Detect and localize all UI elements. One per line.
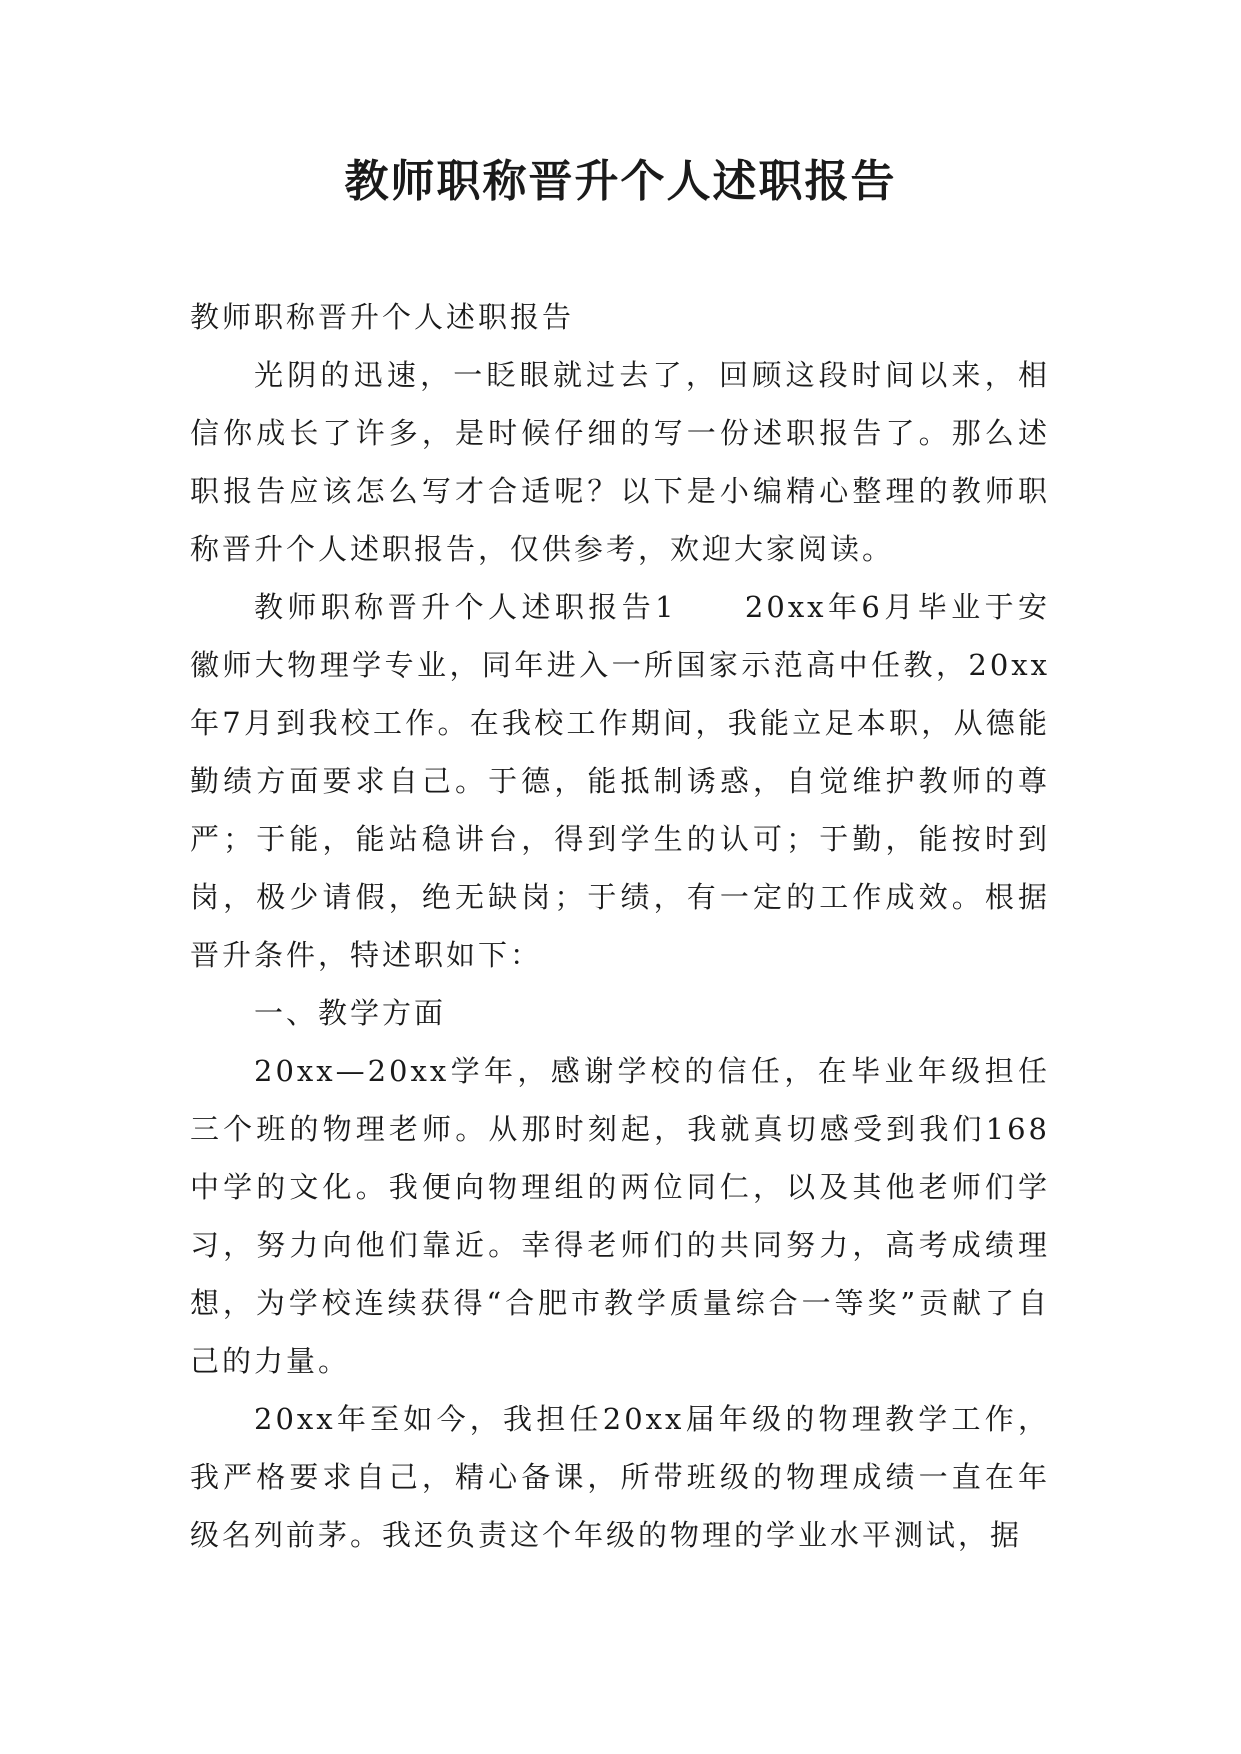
section-heading-teaching: 一、教学方面	[254, 996, 447, 1030]
subtitle-paragraph: 教师职称晋升个人述职报告	[190, 300, 575, 334]
teaching-paragraph-1: 20xx—20xx学年，感谢学校的信任，在毕业年级担任三个班的物理老师。从那时刻起，我就真切感受到我们168中学的文化。我便向物理组的两位同仁，以及其他老师们学习，努力向他们靠近。幸得老师们的共同努力，高考成绩理想，为学校连续获得“合肥市教学质量综合一等奖”贡献了自己的力量。	[190, 1054, 1050, 1378]
report-1-paragraph: 教师职称晋升个人述职报告1 20xx年6月毕业于安徽师大物理学专业，同年进入一所国家示范高中任教，20xx年7月到我校工作。在我校工作期间，我能立足本职，从德能勤绩方面要求自己。于德，能抵制诱惑，自觉维护教师的尊严；于能，能站稳讲台，得到学生的认可；于勤，能按时到岗，极少请假，绝无缺岗；于绩，有一定的工作成效。根据晋升条件，特述职如下：	[190, 590, 1050, 972]
intro-paragraph: 光阴的迅速，一眨眼就过去了，回顾这段时间以来，相信你成长了许多，是时候仔细的写一份述职报告了。那么述职报告应该怎么写才合适呢？以下是小编精心整理的教师职称晋升个人述职报告，仅供参考，欢迎大家阅读。	[190, 358, 1050, 566]
document-body	[190, 288, 1050, 1564]
teaching-paragraph-2: 20xx年至如今，我担任20xx届年级的物理教学工作，我严格要求自己，精心备课，所带班级的物理成绩一直在年级名列前茅。我还负责这个年级的物理的学业水平测试，据	[190, 1402, 1050, 1552]
document-title: 教师职称晋升个人述职报告	[344, 156, 897, 207]
